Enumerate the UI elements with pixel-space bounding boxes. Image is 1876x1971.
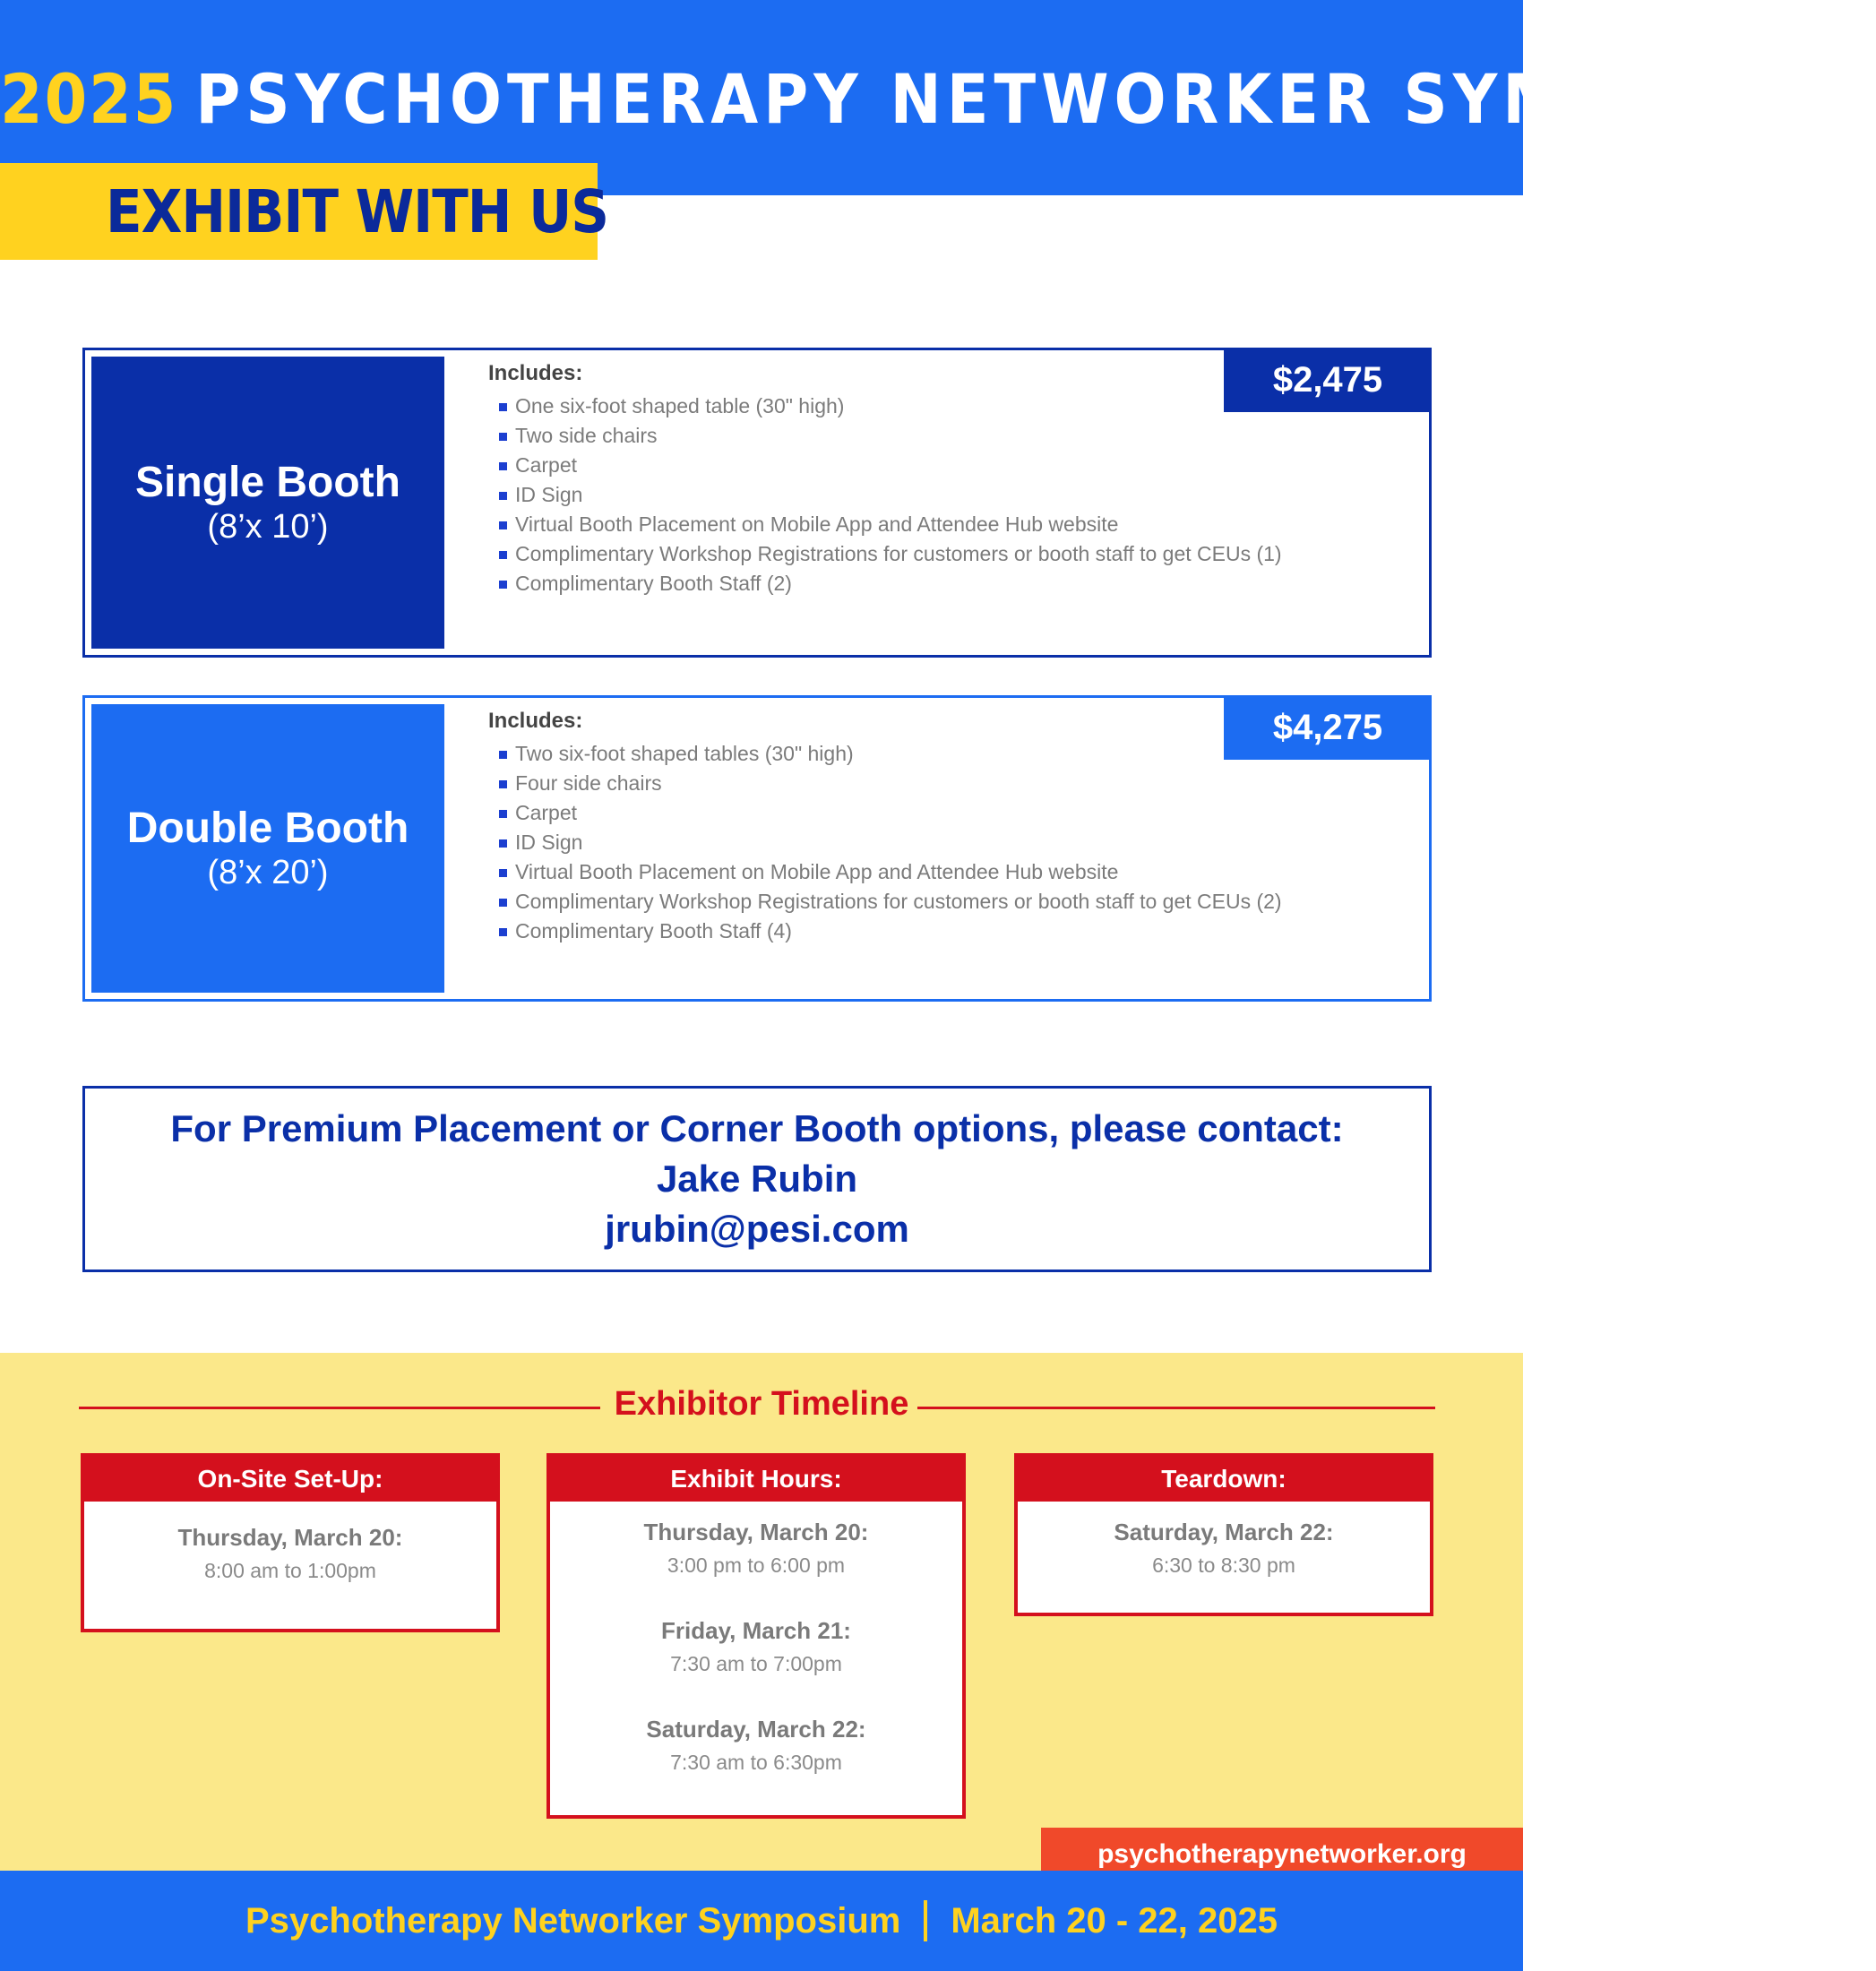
schedule-day: Saturday, March 22: [646,1716,866,1743]
schedule-time: 3:00 pm to 6:00 pm [667,1554,846,1577]
booth-size: (8’x 20’) [207,853,329,891]
website-link[interactable]: psychotherapynetworker.org [1041,1828,1523,1881]
page-title [0,59,1876,139]
contact-prompt: For Premium Placement or Corner Booth options, please contact: [170,1107,1344,1149]
booth-name: Double Booth [126,804,409,852]
list-item: Four side chairs [488,769,1375,798]
list-item: One six-foot shaped table (30" high) [488,392,1375,421]
includes-heading: Includes: [488,709,583,733]
schedule-time: 6:30 to 8:30 pm [1152,1554,1295,1577]
page-subtitle: EXHIBIT WITH US [106,177,609,246]
list-item: Carpet [488,798,1375,828]
list-item: Complimentary Booth Staff (4) [488,917,1375,946]
single-booth-card [82,348,1432,658]
schedule-time: 8:00 am to 1:00pm [204,1559,376,1582]
list-item: Two six-foot shaped tables (30" high) [488,739,1375,769]
booth-name-panel [91,704,444,993]
exhibit-hours-box [546,1453,966,1819]
list-item: ID Sign [488,828,1375,857]
box-heading: Exhibit Hours: [550,1457,962,1502]
schedule-day: Thursday, March 20: [177,1524,403,1551]
header-notch [598,195,1523,260]
teardown-box [1014,1453,1433,1616]
includes-section [488,709,1375,946]
price-tag: $2,475 [1224,348,1432,412]
list-item: Virtual Booth Placement on Mobile App and Attendee Hub website [488,510,1375,539]
title-year: 2025 [0,59,178,139]
schedule-day: Thursday, March 20: [643,1519,869,1545]
contact-email-link[interactable]: jrubin@pesi.com [605,1208,909,1250]
box-body [84,1502,496,1586]
schedule-time: 7:30 am to 6:30pm [670,1751,842,1774]
schedule-time: 7:30 am to 7:00pm [670,1652,842,1675]
footer-divider [924,1900,927,1941]
box-heading: Teardown: [1018,1457,1430,1502]
schedule-day: Saturday, March 22: [1114,1519,1334,1545]
title-text: PSYCHOTHERAPY NETWORKER SYMPOSIUM [195,59,1876,139]
box-body [550,1502,962,1777]
list-item: Virtual Booth Placement on Mobile App and Attendee Hub website [488,857,1375,887]
double-booth-card [82,695,1432,1002]
booth-size: (8’x 10’) [207,507,329,546]
list-item: Complimentary Workshop Registrations for customers or booth staff to get CEUs (1) [488,539,1375,569]
list-item: Carpet [488,451,1375,480]
box-body [1018,1502,1430,1580]
box-heading: On-Site Set-Up: [84,1457,496,1502]
list-item: Complimentary Workshop Registrations for customers or booth staff to get CEUs (2) [488,887,1375,917]
list-item: Complimentary Booth Staff (2) [488,569,1375,598]
includes-list [488,739,1375,946]
list-item: Two side chairs [488,421,1375,451]
includes-section [488,361,1375,598]
booth-name: Single Booth [135,458,400,506]
footer-dates: March 20 - 22, 2025 [951,1900,1278,1941]
contact-name: Jake Rubin [656,1158,858,1200]
footer-event: Psychotherapy Networker Symposium [245,1900,901,1941]
schedule-day: Friday, March 21: [661,1617,851,1644]
booth-name-panel [91,357,444,649]
list-item: ID Sign [488,480,1375,510]
includes-heading: Includes: [488,361,583,385]
setup-box [81,1453,500,1632]
contact-box [82,1086,1432,1272]
footer-band [0,1871,1523,1971]
timeline-title: Exhibitor Timeline [614,1385,909,1423]
includes-list [488,392,1375,598]
price-tag: $4,275 [1224,695,1432,760]
